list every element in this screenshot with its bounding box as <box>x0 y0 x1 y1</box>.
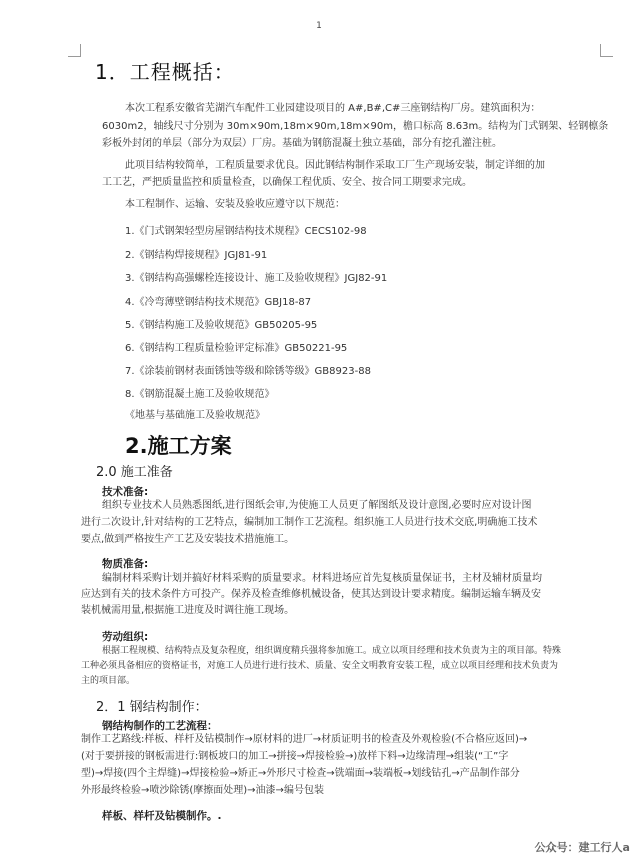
spec-item: 5.《钢结构施工及验收规范》GB50205-95 <box>125 320 318 331</box>
spec-item: 2.《钢结构焊接规程》JGJ81-91 <box>125 250 268 261</box>
labor-org-title: 劳动组织: <box>102 631 149 643</box>
spec-item: 7.《涂装前钢材表面锈蚀等级和除锈等级》GB8923-88 <box>125 366 371 377</box>
corner-mark-right <box>600 44 613 57</box>
spec-item: 3.《钢结构高强螺栓连接设计、施工及验收规程》JGJ82-91 <box>125 273 388 284</box>
watermark: 公众号：建工行人a <box>534 841 630 854</box>
spec-item: 4.《冷弯薄壁钢结构技术规范》GBJ18-87 <box>125 297 312 308</box>
labor-org-line-3: 主的项目部。 <box>81 676 136 686</box>
tech-prep-title: 技术准备: <box>102 486 149 498</box>
sample-template-title: 样板、样杆及钻模制作。. <box>102 810 222 822</box>
sec1-paragraph-1-line-3: 彩板外封闭的单层（部分为双层）厂房。基础为钢筋混凝土独立基础，部分有挖孔灌注桩。 <box>102 138 502 149</box>
labor-org-line-1: 根据工程规模、结构特点及复杂程度，组织调度精兵强将参加施工。成立以项目经理和技术负责为主的项目部。特殊 <box>102 646 562 656</box>
sec1-paragraph-2-line-1: 此项目结构较简单，工程质量要求优良。因此钢结构制作采取工厂生产现场安装，制定详细的加 <box>125 160 545 171</box>
tech-prep-line-1: 组织专业技术人员熟悉图纸,进行图纸会审,为使施工人员更了解图纸及设计意图,必要时应对设计图 <box>102 500 532 511</box>
process-flow-title: 钢结构制作的工艺流程： <box>102 720 218 732</box>
section-2-title: 2.施工方案 <box>125 434 232 458</box>
section-1-title: 1．工程概括： <box>95 60 235 84</box>
spec-item: 《地基与基础施工及验收规范》 <box>125 410 265 421</box>
spec-item: 8.《钢筋混凝土施工及验收规范》 <box>125 389 275 400</box>
section-2-1-title: 2．1 钢结构制作： <box>96 700 208 715</box>
tech-prep-line-2: 进行二次设计,针对结构的工艺特点，编制加工制作工艺流程。组织施工人员进行技术交底,明确施工技术 <box>81 517 538 528</box>
process-flow-line-3: 型)→焊接(四个主焊缝)→焊接检验→矫正→外形尺寸检查→铣端面→装端板→划线钻孔→产品制作部分 <box>81 768 520 779</box>
material-prep-title: 物质准备: <box>102 558 149 570</box>
sec1-paragraph-3: 本工程制作、运输、安装及验收应遵守以下规范： <box>125 199 345 210</box>
spec-item: 1.《门式钢架轻型房屋钢结构技术规程》CECS102-98 <box>125 226 367 237</box>
sec1-paragraph-2-line-2: 工工艺，严把质量监控和质量检查，以确保工程优质、安全、按合同工期要求完成。 <box>102 177 472 188</box>
process-flow-line-2: (对于要拼接的钢板需进行:钢板坡口的加工→拼接→焊接检验→)放样下料→边缘清理→组装(“工”字 <box>81 751 509 762</box>
sec1-paragraph-1-line-1: 本次工程系安徽省芜湖汽车配件工业园建设项目的 A#,B#,C#三座钢结构厂房。建筑面积为： <box>125 103 541 114</box>
corner-mark-left <box>68 44 81 57</box>
sec1-paragraph-1-line-2: 6030m2，轴线尺寸分别为 30m×90m,18m×90m,18m×90m，檐口标高 8.63m。结构为门式钢架、轻钢檩条 <box>102 121 609 132</box>
spec-item: 6.《钢结构工程质量检验评定标准》GB50221-95 <box>125 343 348 354</box>
process-flow-line-4: 外形最终检验→喷沙除锈(摩擦面处理)→油漆→编号包装 <box>81 785 324 796</box>
page-number: 1 <box>316 21 322 31</box>
material-prep-line-2: 应达到有关的技术条件方可投产。保养及检查维修机械设备，使其达到设计要求精度。编制运输车辆及安 <box>81 589 541 600</box>
tech-prep-line-3: 要点,做到严格按生产工艺及安装技术措施施工。 <box>81 534 295 545</box>
labor-org-line-2: 工种必须具备相应的资格证书，对施工人员进行进行技术、质量、安全文明教育安装工程，成立以项目经理和技术负责为 <box>81 661 559 671</box>
material-prep-line-1: 编制材料采购计划并搞好材料采购的质量要求。材料进场应首先复核质量保证书，主材及辅材质量均 <box>102 573 542 584</box>
process-flow-line-1: 制作工艺路线:样板、样杆及钻模制作→原材料的进厂→材质证明书的检查及外观检验(不合格应返回)→ <box>81 734 528 745</box>
section-2-0-title: 2.0 施工准备 <box>96 465 173 480</box>
material-prep-line-3: 装机械需用量,根据施工进度及时调往施工现场。 <box>81 605 295 616</box>
